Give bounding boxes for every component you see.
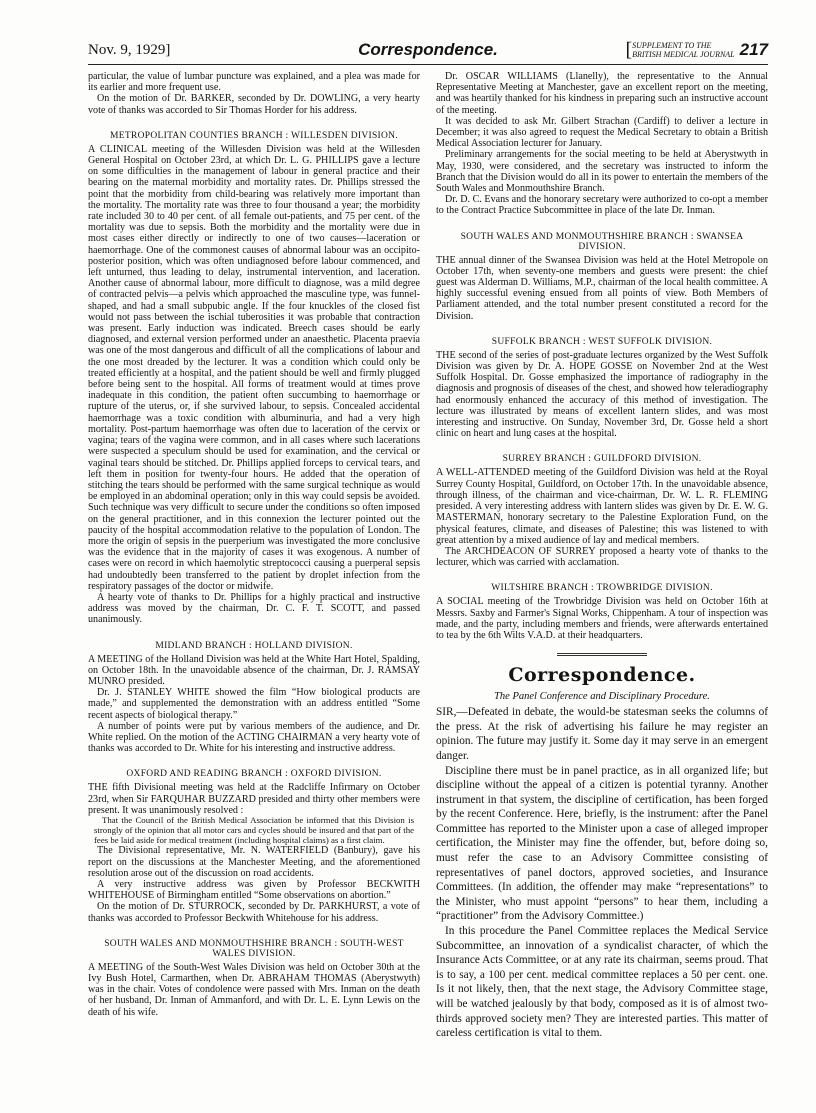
section-heading: OXFORD AND READING BRANCH : OXFORD DIVISION. bbox=[126, 769, 382, 780]
section-heading: SUFFOLK BRANCH : WEST SUFFOLK DIVISION. bbox=[491, 336, 713, 347]
paragraph: Preliminary arrangements for the social meeting to be held at Aberystwyth in May, 1930, were considered, and the secretary was instructed to inform the Branch that the Division would do all in its power to entertain the members of the South Wales and Monmouthshire Branch. bbox=[436, 149, 768, 195]
correspondence-heading: Correspondence. bbox=[508, 664, 696, 687]
supplement-label bbox=[632, 41, 735, 59]
supplement-line-2: BRITISH MEDICAL JOURNAL bbox=[632, 50, 735, 59]
issue-date: Nov. 9, 1929] bbox=[88, 42, 171, 58]
paragraph: On the motion of Dr. STURROCK, seconded by Dr. PARKHURST, a vote of thanks was accorded to Professor Beckwith Whitehouse for his address. bbox=[88, 901, 420, 924]
resolution-text: That the Council of the British Medical Association be informed that this Division is strongly of the opinion that all motor cars and cycles should be insured and that part of the fees be laid aside for medical treatment (including hospital claims) as a first claim. bbox=[94, 814, 414, 845]
paragraph: A MEETING of the South-West Wales Division was held on October 30th at the Ivy Bush Hotel, Carmarthen, when Dr. ABRAHAM THOMAS (Aberystwyth) was in the chair. Votes of condolence were passed with Mrs. Inman on the death of her husband, Dr. Inman of Ammanford, and with Dr. L. E. Lynn Lewis on the death of his wife. bbox=[88, 961, 420, 1018]
section-heading: METROPOLITAN COUNTIES BRANCH : WILLESDEN DIVISION. bbox=[110, 130, 398, 141]
paragraph: particular, the value of lumbar puncture was explained, and a plea was made for its earlier and more frequent use. bbox=[88, 71, 420, 94]
paragraph: THE second of the series of post-graduate lectures organized by the West Suffolk Division was given by Dr. A. HOPE GOSSE on November 2nd at the West Suffolk Hospital. Dr. Gosse emphasized the importance of radiography in the diagnosis and prognosis of diseases of the chest, and showed how teleradiography had enormously enhanced the accuracy of this method of investigation. The lecture was illustrated by means of excellent lantern slides, and was most interesting and instructive. On Sunday, November 3rd, Dr. Gosse held a short clinic on heart and lung cases at the hospital. bbox=[436, 349, 768, 440]
letter-paragraph: Discipline there must be in panel practice, as in all organized life; but discipline without the appeal of a citizen is potential tyranny. Another instrument in that system, the discipline of certification, has been forged by the recent Conference. Here, briefly, is the instrument: after the Panel Committee has reported to the Minister upon a case of alleged improper certification, the Minister may fine the offender, but, before doing so, must refer the case to an Advisory Committee consisting of representatives of panel doctors, approved societies, and Insurance Committees. (In addition, the offender may make “representations” to the Minister, who must appoint “persons” to hear them, including a “practitioner” from the Advisory Committee.) bbox=[436, 764, 768, 923]
page-number: 217 bbox=[739, 40, 768, 59]
paragraph: The ARCHDEACON OF SURREY proposed a hearty vote of thanks to the lecturer, which was carried with acclamation. bbox=[436, 545, 768, 569]
paragraph: A MEETING of the Holland Division was held at the White Hart Hotel, Spalding, on October 18th. In the unavoidable absence of the chairman, Dr. J. RAMSAY MUNRO presided. bbox=[88, 653, 420, 687]
bracket: [ bbox=[625, 39, 633, 61]
letter-paragraph: SIR,—Defeated in debate, the would-be statesman seeks the columns of the press. At the risk of advertising his failure he may register an opinion. The future may justify it. Some day it may serve in an emergent danger. bbox=[436, 706, 768, 762]
paragraph: A number of points were put by various members of the audience, and Dr. White replied. On the motion of the ACTING CHAIRMAN a very hearty vote of thanks was accorded to Dr. White for his interesting and instructive address. bbox=[88, 720, 420, 755]
paragraph: On the motion of Dr. BARKER, seconded by Dr. DOWLING, a very hearty vote of thanks was accorded to Sir Thomas Horder for his address. bbox=[88, 93, 420, 116]
paragraph: The Divisional representative, Mr. N. WATERFIELD (Banbury), gave his report on the discussions at the Manchester Meeting, and the aforementioned resolution arose out of the discussion on road accidents. bbox=[88, 845, 420, 879]
paragraph: Dr. J. STANLEY WHITE showed the film “How biological products are made,” and supplemented the demonstration with an address entitled “Some recent aspects of biological therapy.” bbox=[88, 687, 420, 721]
paragraph: THE fifth Divisional meeting was held at the Radcliffe Infirmary on October 23rd, when Sir FARQUHAR BUZZARD presided and thirty other members were present. It was unanimously resolved : bbox=[88, 782, 420, 816]
letter-paragraph: In this procedure the Panel Committee replaces the Medical Service Subcommittee, an innovation of a syndicalist character, of which the Insurance Acts Committee, or at any rate its chairman, seems proud. That is to say, a 100 per cent. medical committee replaces a 50 per cent. one. Is it not likely, then, that the next stage, the Advisory Committee stage, will be watched jealously by that body, composed as it is of almost two-thirds approved society men? They are interested parties. This matter of careless certification is vital to them. bbox=[436, 925, 768, 1040]
section-divider bbox=[557, 653, 647, 656]
journal-reference bbox=[625, 40, 768, 60]
paragraph: It was decided to ask Mr. Gilbert Strachan (Cardiff) to deliver a lecture in December; it was also agreed to request the Medical Secretary to obtain a British Medical Association lecturer for January. bbox=[436, 115, 768, 150]
paragraph: A SOCIAL meeting of the Trowbridge Division was held on October 16th at Messrs. Saxby and Farmer's Signal Works, Chippenham. A tour of inspection was made, and the party, including members and friends, were afterwards entertained to tea by the 6th Wilts V.A.D. at their headquarters. bbox=[436, 596, 768, 641]
section-heading: SURREY BRANCH : GUILDFORD DIVISION. bbox=[502, 454, 702, 465]
paragraph: A WELL-ATTENDED meeting of the Guildford Division was held at the Royal Surrey County Hospital, Guildford, on October 17th. In the unavoidable absence, through illness, of the chairman and vice-chairman, Dr. W. L. R. FLEMING presided. A very interesting address with lantern slides was given by Dr. E. W. G. MASTERMAN, honorary secretary to the Palestine Exploration Fund, on the physical features, climate, and diseases of Palestine; this was listened to with great attention by a mixed audience of lay and medical members. bbox=[436, 467, 768, 546]
paragraph: A CLINICAL meeting of the Willesden Division was held at the Willesden General Hospital on October 23rd, at which Dr. L. G. PHILLIPS gave a lecture on some difficulties in the management of labour in general practice and their bearing on the maternal morbidity and mortality rates. Dr. Phillips stressed the point that the morbidity from child-bearing was relatively more important than the mortality. The mortality rate was three to four thousand a year; the morbidity rate included 30 to 40 per cent. of all female out-patients, and 75 per cent. of the mortality was due to sepsis. Both the morbidity and the mortality were due in most cases either directly or indirectly to one of two causes—laceration or haemorrhage. One of the commonest causes of abnormal labour was an occipito-posterior position, which was often undiagnosed before labour commenced, and left unturned, thus leading to delay, instrumental intervention, and laceration. Another cause of abnormal labour, more difficult to diagnose, was a mild degree of contracted pelvis—a pelvis which approached the masculine type, was funnel-shaped, and had a small subpubic angle. If the four knuckles of the closed fist would not pass between the ischial tuberosities it was probable that contraction was present. Early induction was indicated. Breech cases should be early diagnosed, and external version performed under an anaesthetic. Placenta praevia was one of the most dangerous and difficult of all the complications of labour and the one most dreaded by the lecturer. It was a condition which could only be treated efficiently at a hospital, and the patient should be well and firmly plugged before being sent to the hospital. All forms of treatment would at times prove inadequate in this condition, the patient often succumbing to haemorrhage or rupture of the uterus, or, if she survived labour, to sepsis. Concealed accidental haemorrhage was a toxic condition with albuminuria, and had a very high mortality. Post-partum haemorrhage was often due to laceration of the cervix or vagina; tears of the vagina were common, and in all cases where such lacerations were suspected a speculum should be used for examination, and the cervical or vaginal tears should be stitched. Dr. Phillips applied forceps to cervical tears, and left them in position for twenty-four hours. He added that the operation of stitching the tears should be performed with the same surgical technique as would be employed in an abdominal operation; only in this way could sepsis be avoided. Such technique was very difficult to secure under the conditions so often imposed on the general practitioner, and in this connexion the lecturer pointed out the paucity of the hospital accommodation relative to the population of London. The more the origin of sepsis in the puerperium was investigated the more conclusive was the evidence that in the majority of cases it was exogenous. A number of cases were on record in which haemolytic streptococci causing a puerperal sepsis had undoubtedly been transferred to the patient by droplet infection from the respiratory passages of the doctor or midwife. bbox=[88, 143, 420, 592]
section-heading: SOUTH WALES AND MONMOUTHSHIRE BRANCH : SOUTH-WEST WALES DIVISION. bbox=[104, 938, 404, 959]
section-heading: MIDLAND BRANCH : HOLLAND DIVISION. bbox=[155, 640, 353, 651]
paragraph: A very instructive address was given by Professor BECKWITH WHITEHOUSE of Birmingham entitled “Some observations on abortion.” bbox=[88, 878, 420, 902]
section-title: Correspondence. bbox=[358, 40, 498, 59]
paragraph: THE annual dinner of the Swansea Division was held at the Hotel Metropole on October 17th, when seventy-one members and guests were present: the chief guest was Alderman D. Williams, M.P., chairman of the local health committee. A highly successful evening ensued from all points of view. Both Members of Parliament attended, and the total number present constituted a record for the Division. bbox=[436, 254, 768, 322]
running-header bbox=[88, 40, 768, 65]
supplement-line-1: SUPPLEMENT TO THE bbox=[632, 41, 712, 50]
paragraph: Dr. D. C. Evans and the honorary secretary were authorized to co-opt a member to the Contract Practice Subcommittee in place of the late Dr. Inman. bbox=[436, 194, 768, 217]
left-column bbox=[88, 71, 420, 1041]
paragraph: Dr. OSCAR WILLIAMS (Llanelly), the representative to the Annual Representative Meeting at Manchester, gave an excellent report on the meeting, and was heartily thanked for his kindness in preparing such an instructive account of the meeting. bbox=[436, 71, 768, 116]
right-column bbox=[436, 71, 768, 1041]
letter-title: The Panel Conference and Disciplinary Procedure. bbox=[494, 691, 710, 703]
paragraph: A hearty vote of thanks to Dr. Phillips for a highly practical and instructive address was moved by the chairman, Dr. C. F. T. SCOTT, and passed unanimously. bbox=[88, 591, 420, 626]
section-heading: SOUTH WALES AND MONMOUTHSHIRE BRANCH : SWANSEA DIVISION. bbox=[460, 231, 744, 252]
section-heading: WILTSHIRE BRANCH : TROWBRIDGE DIVISION. bbox=[491, 583, 713, 594]
